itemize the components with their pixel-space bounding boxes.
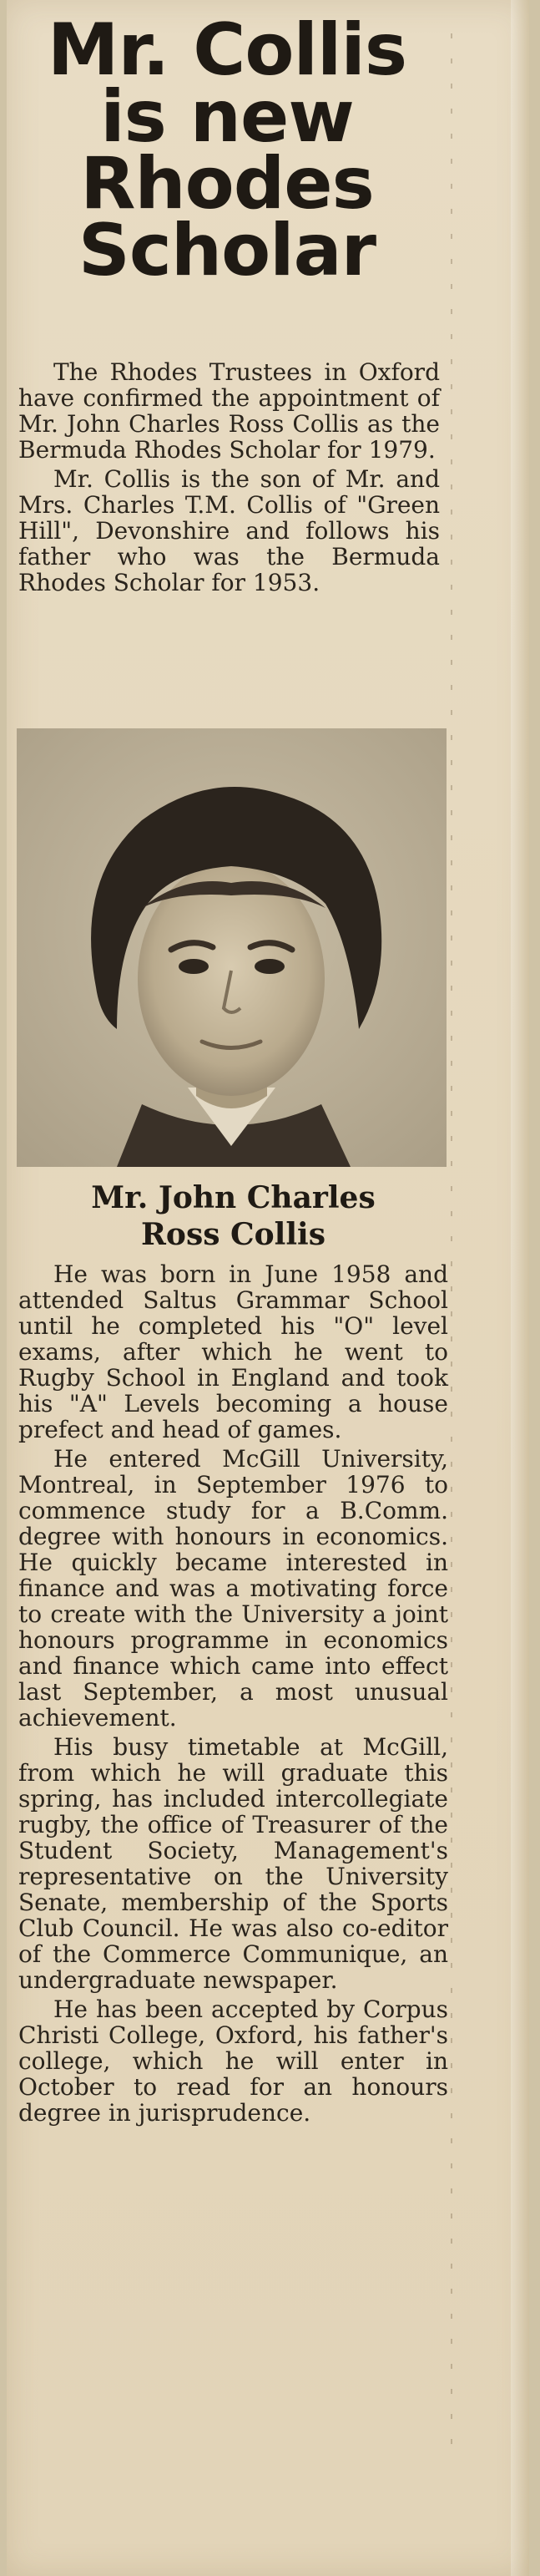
bio-paragraph: He has been accepted by Corpus Christi College, Oxford, his father's college, which he will enter in October to read for an honours degree in jurisprudence.	[18, 1995, 448, 2127]
bio-paragraph: He entered McGill University, Montreal, in September 1976 to commence study for a B.Comm. degree with honours in economics. He quickly became interested in finance and was a motivating force to create with the University a joint honours programme in economics and finance which came into effect last September, a most unusual achievement.	[18, 1445, 448, 1732]
headline-line: Rhodes	[80, 142, 374, 226]
headline	[18, 8, 436, 292]
intro-paragraph: The Rhodes Trustees in Oxford have confirmed the appointment of Mr. John Charles Ross Collis as the Bermuda Rhodes Scholar for 1979.	[18, 358, 440, 464]
caption-line: Ross Collis	[141, 1217, 326, 1252]
photo-caption	[18, 1179, 448, 1253]
intro-paragraph: Mr. Collis is the son of Mr. and Mrs. Charles T.M. Collis of "Green Hill", Devonshire and follows his father who was the Bermuda Rhodes Scholar for 1953.	[18, 465, 440, 596]
headline-line: Scholar	[78, 209, 376, 292]
headline-line: is new	[100, 75, 354, 159]
intro-section	[18, 359, 440, 599]
headline-line: Mr. Collis	[47, 8, 407, 92]
caption-line: Mr. John Charles	[91, 1180, 376, 1215]
bio-paragraph: He was born in June 1958 and attended Saltus Grammar School until he completed his "O" level exams, after which he went to Rugby School in England and took his "A" Levels becoming a house prefect and head of games.	[18, 1260, 448, 1443]
portrait-photo	[17, 728, 447, 1167]
portrait-image	[17, 728, 447, 1167]
bio-section	[18, 1261, 448, 2129]
torn-edge	[511, 0, 529, 2576]
fold-marks	[451, 33, 452, 2456]
bio-paragraph: His busy timetable at McGill, from which he will graduate this spring, has included intercollegiate rugby, the office of Treasurer of the Student Society, Management's representative on the University Senate, membership of the Sports Club Council. He was also co-editor of the Commerce Communique, an undergraduate newspaper.	[18, 1733, 448, 1994]
